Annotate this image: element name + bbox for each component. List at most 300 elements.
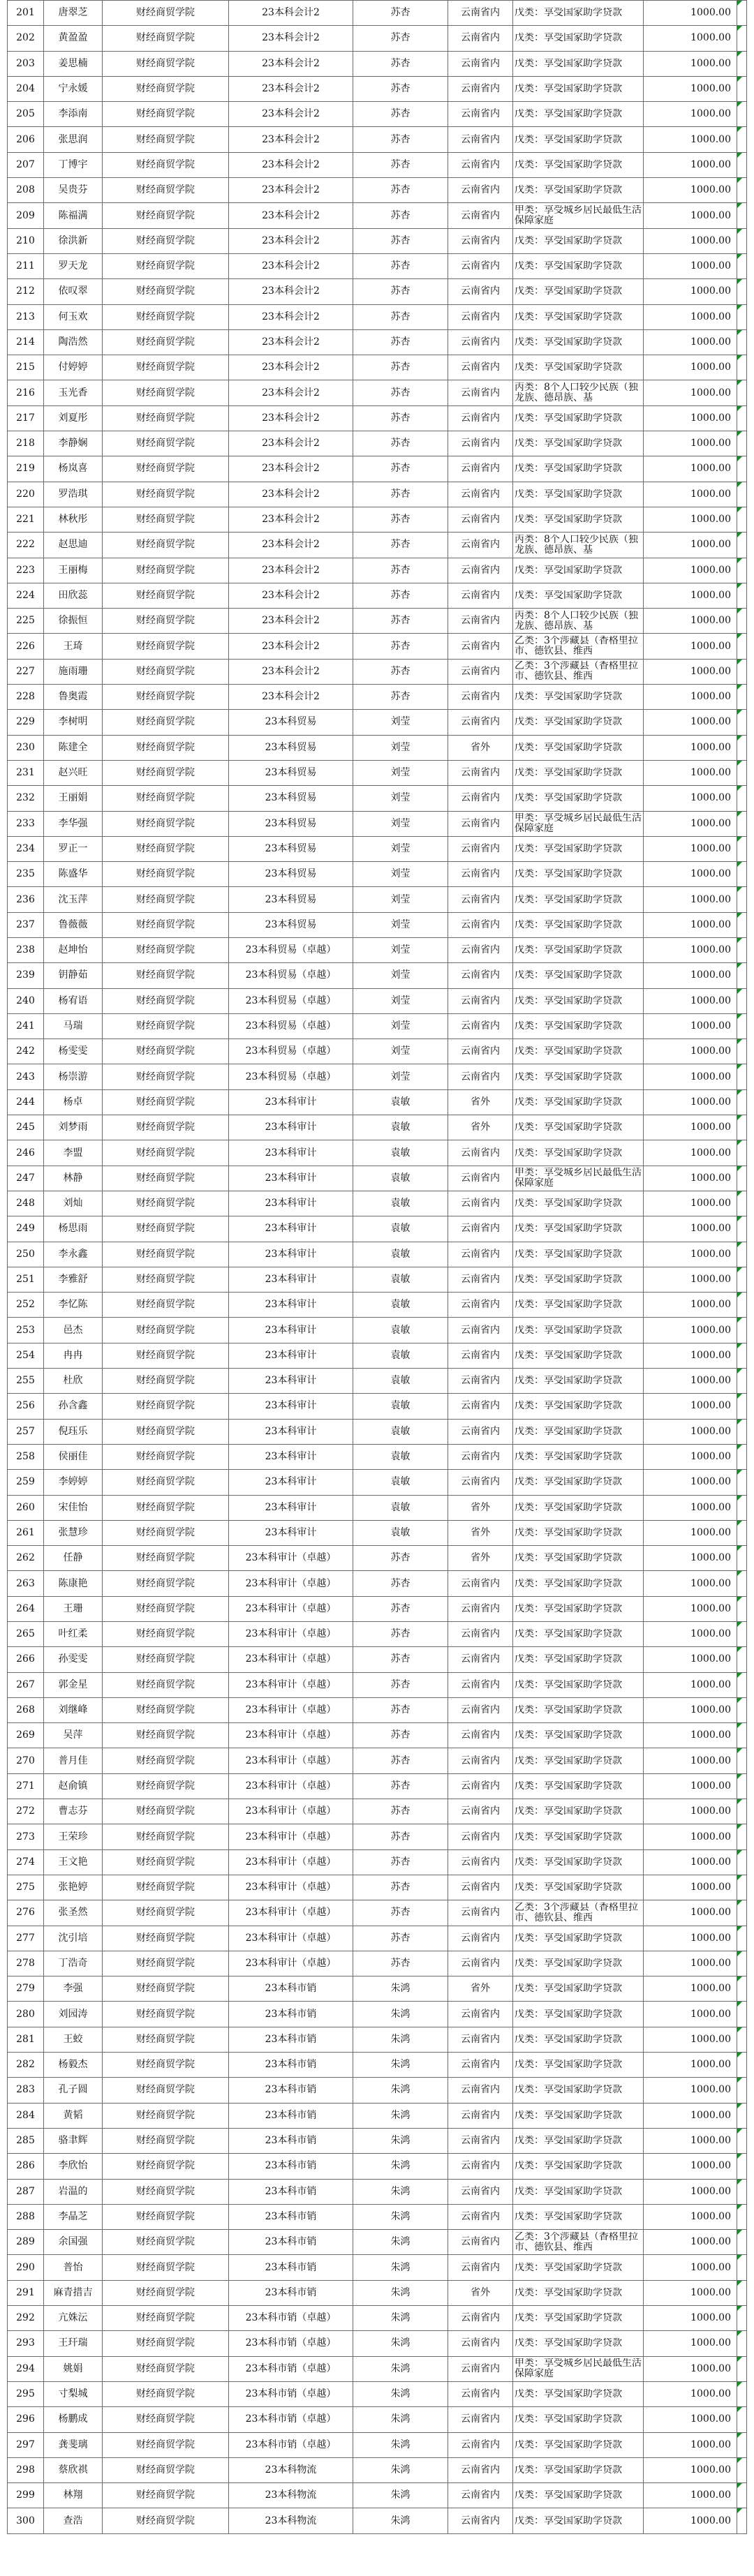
table-row	[8, 127, 747, 152]
counselor-cell: 朱鸿	[353, 2002, 448, 2027]
row-number-cell: 209	[8, 203, 44, 228]
category-text: 戊类：享受国家助学贷款	[515, 1122, 622, 1133]
category-cell	[513, 685, 644, 710]
school-cell: 财经商贸学院	[103, 2306, 229, 2331]
table-row	[8, 279, 747, 304]
class-cell: 23本科市销（卓越）	[229, 2432, 353, 2457]
category-text: 丙类：8个人口较少民族（独龙族、德昂族、基	[515, 610, 638, 632]
class-cell: 23本科市销	[229, 2078, 353, 2103]
region-cell: 云南省内	[448, 2457, 513, 2482]
region-cell: 云南省内	[448, 533, 513, 558]
table-row	[8, 26, 747, 51]
cell-marker-cell	[737, 1546, 747, 1571]
table-row	[8, 2356, 747, 2381]
counselor-cell: 朱鸿	[353, 2128, 448, 2153]
school-cell: 财经商贸学院	[103, 2432, 229, 2457]
cell-marker-cell	[737, 1470, 747, 1495]
table-row	[8, 1520, 747, 1545]
green-corner-marker-icon	[737, 1470, 742, 1475]
region-cell: 云南省内	[448, 127, 513, 152]
green-corner-marker-icon	[737, 1267, 742, 1272]
student-name-cell: 邑杰	[44, 1318, 103, 1343]
green-corner-marker-icon	[737, 1900, 742, 1905]
green-corner-marker-icon	[737, 2508, 742, 2513]
table-row	[8, 811, 747, 836]
category-cell	[513, 2204, 644, 2229]
class-cell: 23本科贸易	[229, 887, 353, 912]
counselor-cell: 袁敏	[353, 1470, 448, 1495]
amount-cell: 1000.00	[644, 1799, 737, 1824]
cell-marker-cell	[737, 760, 747, 785]
amount-cell: 1000.00	[644, 937, 737, 962]
category-cell	[513, 2280, 644, 2305]
cell-marker-cell	[737, 1242, 747, 1267]
student-name-cell: 岩温的	[44, 2179, 103, 2204]
table-row	[8, 634, 747, 659]
row-number-cell: 275	[8, 1875, 44, 1900]
table-row	[8, 2128, 747, 2153]
cell-marker-cell	[737, 482, 747, 507]
counselor-cell: 袁敏	[353, 1419, 448, 1444]
green-corner-marker-icon	[737, 1445, 742, 1450]
green-corner-marker-icon	[737, 229, 742, 234]
class-cell: 23本科市销	[229, 1976, 353, 2002]
region-cell: 云南省内	[448, 887, 513, 912]
table-row	[8, 1773, 747, 1799]
counselor-cell: 朱鸿	[353, 2103, 448, 2128]
cell-marker-cell	[737, 1343, 747, 1368]
category-text: 戊类：享受国家助学贷款	[515, 311, 622, 322]
category-text: 戊类：享受国家助学贷款	[515, 2262, 622, 2273]
row-number-cell: 293	[8, 2331, 44, 2356]
counselor-cell: 苏杏	[353, 1723, 448, 1748]
row-number-cell: 236	[8, 887, 44, 912]
counselor-cell: 苏杏	[353, 1748, 448, 1773]
category-cell	[513, 2356, 644, 2381]
category-cell	[513, 1039, 644, 1064]
class-cell: 23本科会计2	[229, 329, 353, 355]
student-name-cell: 赵思迪	[44, 533, 103, 558]
class-cell: 23本科物流	[229, 2483, 353, 2508]
table-row	[8, 431, 747, 456]
category-cell	[513, 1166, 644, 1191]
student-name-cell: 罗浩琪	[44, 482, 103, 507]
counselor-cell: 朱鸿	[353, 2381, 448, 2406]
cell-marker-cell	[737, 786, 747, 811]
counselor-cell: 苏杏	[353, 203, 448, 228]
cell-marker-cell	[737, 279, 747, 304]
table-row	[8, 1, 747, 26]
school-cell: 财经商贸学院	[103, 2078, 229, 2103]
category-text: 戊类：享受国家助学贷款	[515, 1274, 622, 1285]
table-row	[8, 2381, 747, 2406]
green-corner-marker-icon	[737, 1546, 742, 1551]
green-corner-marker-icon	[737, 2382, 742, 2387]
table-row	[8, 456, 747, 482]
class-cell: 23本科会计2	[229, 659, 353, 684]
green-corner-marker-icon	[737, 355, 742, 360]
amount-cell: 1000.00	[644, 710, 737, 735]
student-name-cell: 李雅舒	[44, 1267, 103, 1292]
region-cell: 云南省内	[448, 380, 513, 405]
counselor-cell: 刘莹	[353, 937, 448, 962]
table-row	[8, 482, 747, 507]
green-corner-marker-icon	[737, 380, 742, 385]
category-text: 戊类：享受国家助学贷款	[515, 1983, 622, 1995]
cell-marker-cell	[737, 152, 747, 177]
counselor-cell: 袁敏	[353, 1369, 448, 1394]
school-cell: 财经商贸学院	[103, 482, 229, 507]
table-row	[8, 786, 747, 811]
student-name-cell: 沈玉萍	[44, 887, 103, 912]
category-text: 戊类：享受国家助学贷款	[515, 1452, 622, 1463]
class-cell: 23本科审计	[229, 1318, 353, 1343]
category-cell	[513, 1697, 644, 1722]
school-cell: 财经商贸学院	[103, 2230, 229, 2255]
amount-cell: 1000.00	[644, 2002, 737, 2027]
row-number-cell: 216	[8, 380, 44, 405]
school-cell: 财经商贸学院	[103, 2179, 229, 2204]
category-cell	[513, 1748, 644, 1773]
cell-marker-cell	[737, 102, 747, 127]
school-cell: 财经商贸学院	[103, 1293, 229, 1318]
cell-marker-cell	[737, 76, 747, 101]
category-text: 戊类：享受国家助学贷款	[515, 1527, 622, 1538]
class-cell: 23本科市销（卓越）	[229, 2331, 353, 2356]
green-corner-marker-icon	[737, 736, 742, 740]
region-cell: 云南省内	[448, 152, 513, 177]
row-number-cell: 291	[8, 2280, 44, 2305]
amount-cell: 1000.00	[644, 1647, 737, 1672]
category-cell	[513, 380, 644, 405]
category-cell	[513, 51, 644, 76]
school-cell: 财经商贸学院	[103, 2128, 229, 2153]
counselor-cell: 朱鸿	[353, 2053, 448, 2078]
class-cell: 23本科审计	[229, 1140, 353, 1166]
category-text: 戊类：享受国家助学贷款	[515, 84, 622, 95]
class-cell: 23本科市销	[229, 2027, 353, 2052]
counselor-cell: 苏杏	[353, 609, 448, 634]
class-cell: 23本科贸易	[229, 735, 353, 760]
class-cell: 23本科会计2	[229, 102, 353, 127]
cell-marker-cell	[737, 2027, 747, 2052]
amount-cell: 1000.00	[644, 1697, 737, 1722]
amount-cell: 1000.00	[644, 380, 737, 405]
category-cell	[513, 2128, 644, 2153]
row-number-cell: 254	[8, 1343, 44, 1368]
green-corner-marker-icon	[737, 558, 742, 563]
row-number-cell: 258	[8, 1444, 44, 1469]
table-row	[8, 102, 747, 127]
cell-marker-cell	[737, 533, 747, 558]
student-name-cell: 孔子圆	[44, 2078, 103, 2103]
category-text: 戊类：享受国家助学贷款	[515, 1629, 622, 1640]
cell-marker-cell	[737, 1951, 747, 1976]
cell-marker-cell	[737, 329, 747, 355]
cell-marker-cell	[737, 1191, 747, 1216]
region-cell: 云南省内	[448, 2432, 513, 2457]
category-text: 戊类：享受国家助学贷款	[515, 945, 622, 956]
row-number-cell: 238	[8, 937, 44, 962]
class-cell: 23本科审计（卓越）	[229, 1672, 353, 1697]
region-cell: 云南省内	[448, 583, 513, 608]
counselor-cell: 苏杏	[353, 431, 448, 456]
amount-cell: 1000.00	[644, 2432, 737, 2457]
counselor-cell: 苏杏	[353, 279, 448, 304]
counselor-cell: 苏杏	[353, 634, 448, 659]
row-number-cell: 214	[8, 329, 44, 355]
school-cell: 财经商贸学院	[103, 937, 229, 962]
table-row	[8, 1013, 747, 1038]
class-cell: 23本科会计2	[229, 178, 353, 203]
category-cell	[513, 228, 644, 253]
amount-cell: 1000.00	[644, 735, 737, 760]
category-text: 戊类：享受国家助学贷款	[515, 919, 622, 930]
student-name-cell: 黄韬	[44, 2103, 103, 2128]
region-cell: 云南省内	[448, 1444, 513, 1469]
region-cell: 云南省内	[448, 405, 513, 431]
category-text: 戊类：享受国家助学贷款	[515, 489, 622, 500]
category-text: 戊类：享受国家助学贷款	[515, 2009, 622, 2020]
row-number-cell: 247	[8, 1166, 44, 1191]
cell-marker-cell	[737, 127, 747, 152]
counselor-cell: 刘莹	[353, 760, 448, 785]
student-name-cell: 陈福满	[44, 203, 103, 228]
category-text: 戊类：享受国家助学贷款	[515, 1780, 622, 1792]
category-text: 戊类：享受国家助学贷款	[515, 33, 622, 44]
counselor-cell: 刘莹	[353, 1064, 448, 1089]
class-cell: 23本科会计2	[229, 609, 353, 634]
cell-marker-cell	[737, 710, 747, 735]
cell-marker-cell	[737, 431, 747, 456]
category-text: 戊类：享受国家助学贷款	[515, 1376, 622, 1387]
amount-cell: 1000.00	[644, 76, 737, 101]
counselor-cell: 苏杏	[353, 1596, 448, 1621]
class-cell: 23本科贸易	[229, 912, 353, 937]
student-name-cell: 曹志芬	[44, 1799, 103, 1824]
category-cell	[513, 912, 644, 937]
student-name-cell: 王蛟	[44, 2027, 103, 2052]
class-cell: 23本科审计（卓越）	[229, 1951, 353, 1976]
cell-marker-cell	[737, 2280, 747, 2305]
region-cell: 云南省内	[448, 1596, 513, 1621]
counselor-cell: 刘莹	[353, 963, 448, 988]
school-cell: 财经商贸学院	[103, 2103, 229, 2128]
cell-marker-cell	[737, 912, 747, 937]
school-cell: 财经商贸学院	[103, 1495, 229, 1520]
category-text: 戊类：享受国家助学贷款	[515, 1755, 622, 1766]
class-cell: 23本科审计	[229, 1444, 353, 1469]
counselor-cell: 袁敏	[353, 1343, 448, 1368]
region-cell: 云南省内	[448, 1267, 513, 1292]
green-corner-marker-icon	[737, 127, 742, 132]
cell-marker-cell	[737, 1748, 747, 1773]
row-number-cell: 271	[8, 1773, 44, 1799]
table-row	[8, 1369, 747, 1394]
class-cell: 23本科市销（卓越）	[229, 2356, 353, 2381]
row-number-cell: 222	[8, 533, 44, 558]
school-cell: 财经商贸学院	[103, 380, 229, 405]
category-text: 乙类：3个涉藏县（香格里拉市、德钦县、维西	[515, 661, 638, 683]
cell-marker-cell	[737, 1039, 747, 1064]
school-cell: 财经商贸学院	[103, 456, 229, 482]
school-cell: 财经商贸学院	[103, 760, 229, 785]
counselor-cell: 苏杏	[353, 482, 448, 507]
student-name-cell: 林静	[44, 1166, 103, 1191]
table-row	[8, 836, 747, 861]
table-row	[8, 51, 747, 76]
student-subsidy-table	[7, 0, 747, 2534]
category-cell	[513, 1546, 644, 1571]
table-row	[8, 1039, 747, 1064]
counselor-cell: 刘莹	[353, 862, 448, 887]
region-cell: 云南省内	[448, 2103, 513, 2128]
category-text: 戊类：享受国家助学贷款	[515, 793, 622, 804]
table-row	[8, 1470, 747, 1495]
cell-marker-cell	[737, 963, 747, 988]
row-number-cell: 243	[8, 1064, 44, 1089]
class-cell: 23本科贸易	[229, 710, 353, 735]
student-name-cell: 李添南	[44, 102, 103, 127]
school-cell: 财经商贸学院	[103, 2483, 229, 2508]
counselor-cell: 苏杏	[353, 1672, 448, 1697]
school-cell: 财经商贸学院	[103, 609, 229, 634]
counselor-cell: 袁敏	[353, 1444, 448, 1469]
category-cell	[513, 710, 644, 735]
green-corner-marker-icon	[737, 1293, 742, 1297]
student-name-cell: 施雨珊	[44, 659, 103, 684]
category-text: 甲类：享受城乡居民最低生活保障家庭	[515, 2358, 642, 2380]
region-cell: 云南省内	[448, 2381, 513, 2406]
student-name-cell: 王珊	[44, 1596, 103, 1621]
cell-marker-cell	[737, 862, 747, 887]
row-number-cell: 260	[8, 1495, 44, 1520]
category-text: 戊类：享受国家助学贷款	[515, 1553, 622, 1564]
category-cell	[513, 431, 644, 456]
amount-cell: 1000.00	[644, 26, 737, 51]
category-cell	[513, 1343, 644, 1368]
amount-cell: 1000.00	[644, 228, 737, 253]
school-cell: 财经商贸学院	[103, 1343, 229, 1368]
row-number-cell: 270	[8, 1748, 44, 1773]
region-cell: 云南省内	[448, 1672, 513, 1697]
amount-cell: 1000.00	[644, 2306, 737, 2331]
table-row	[8, 1672, 747, 1697]
counselor-cell: 苏杏	[353, 456, 448, 482]
class-cell: 23本科贸易	[229, 760, 353, 785]
cell-marker-cell	[737, 178, 747, 203]
school-cell: 财经商贸学院	[103, 558, 229, 583]
green-corner-marker-icon	[737, 2407, 742, 2412]
category-text: 戊类：享受国家助学贷款	[515, 2085, 622, 2096]
cell-marker-cell	[737, 2306, 747, 2331]
category-cell	[513, 1115, 644, 1140]
student-name-cell: 王琦	[44, 634, 103, 659]
region-cell: 云南省内	[448, 1723, 513, 1748]
category-cell	[513, 1723, 644, 1748]
counselor-cell: 苏杏	[353, 26, 448, 51]
counselor-cell: 苏杏	[353, 1546, 448, 1571]
amount-cell: 1000.00	[644, 127, 737, 152]
cell-marker-cell	[737, 1824, 747, 1849]
category-text: 戊类：享受国家助学贷款	[515, 869, 622, 880]
category-text: 戊类：享受国家助学贷款	[515, 58, 622, 69]
row-number-cell: 268	[8, 1697, 44, 1722]
table-row	[8, 228, 747, 253]
school-cell: 财经商贸学院	[103, 2331, 229, 2356]
class-cell: 23本科会计2	[229, 533, 353, 558]
region-cell: 云南省内	[448, 2306, 513, 2331]
class-cell: 23本科会计2	[229, 152, 353, 177]
counselor-cell: 苏杏	[353, 304, 448, 329]
cell-marker-cell	[737, 1875, 747, 1900]
school-cell: 财经商贸学院	[103, 2381, 229, 2406]
region-cell: 云南省内	[448, 2179, 513, 2204]
green-corner-marker-icon	[737, 1622, 742, 1627]
row-number-cell: 257	[8, 1419, 44, 1444]
student-name-cell: 林翔	[44, 2483, 103, 2508]
student-name-cell: 杨鹏成	[44, 2407, 103, 2432]
row-number-cell: 250	[8, 1242, 44, 1267]
table-row	[8, 1622, 747, 1647]
region-cell: 云南省内	[448, 1571, 513, 1596]
school-cell: 财经商贸学院	[103, 1672, 229, 1697]
table-row	[8, 2331, 747, 2356]
school-cell: 财经商贸学院	[103, 1951, 229, 1976]
region-cell: 云南省内	[448, 1849, 513, 1875]
class-cell: 23本科审计（卓越）	[229, 1849, 353, 1875]
region-cell: 云南省内	[448, 2356, 513, 2381]
amount-cell: 1000.00	[644, 1596, 737, 1621]
school-cell: 财经商贸学院	[103, 2508, 229, 2533]
category-cell	[513, 2230, 644, 2255]
table-row	[8, 2432, 747, 2457]
table-row	[8, 1419, 747, 1444]
region-cell: 云南省内	[448, 1318, 513, 1343]
cell-marker-cell	[737, 2457, 747, 2482]
green-corner-marker-icon	[737, 1647, 742, 1652]
amount-cell: 1000.00	[644, 912, 737, 937]
school-cell: 财经商贸学院	[103, 2002, 229, 2027]
table-row	[8, 659, 747, 684]
student-name-cell: 冉冉	[44, 1343, 103, 1368]
cell-marker-cell	[737, 1976, 747, 2002]
row-number-cell: 204	[8, 76, 44, 101]
school-cell: 财经商贸学院	[103, 1191, 229, 1216]
student-name-cell: 李强	[44, 1976, 103, 2002]
class-cell: 23本科审计	[229, 1495, 353, 1520]
counselor-cell: 苏杏	[353, 1875, 448, 1900]
student-name-cell: 鲁奥霞	[44, 685, 103, 710]
category-cell	[513, 2002, 644, 2027]
school-cell: 财经商贸学院	[103, 253, 229, 278]
class-cell: 23本科会计2	[229, 26, 353, 51]
cell-marker-cell	[737, 2407, 747, 2432]
counselor-cell: 朱鸿	[353, 2230, 448, 2255]
counselor-cell: 袁敏	[353, 1394, 448, 1419]
region-cell: 云南省内	[448, 355, 513, 380]
row-number-cell: 283	[8, 2078, 44, 2103]
category-cell	[513, 1520, 644, 1545]
category-text: 戊类：享受国家助学贷款	[515, 1654, 622, 1665]
counselor-cell: 朱鸿	[353, 2508, 448, 2533]
category-text: 戊类：享受国家助学贷款	[515, 362, 622, 373]
table-row	[8, 1064, 747, 1089]
class-cell: 23本科贸易	[229, 836, 353, 861]
green-corner-marker-icon	[737, 2027, 742, 2032]
row-number-cell: 298	[8, 2457, 44, 2482]
school-cell: 财经商贸学院	[103, 2255, 229, 2280]
